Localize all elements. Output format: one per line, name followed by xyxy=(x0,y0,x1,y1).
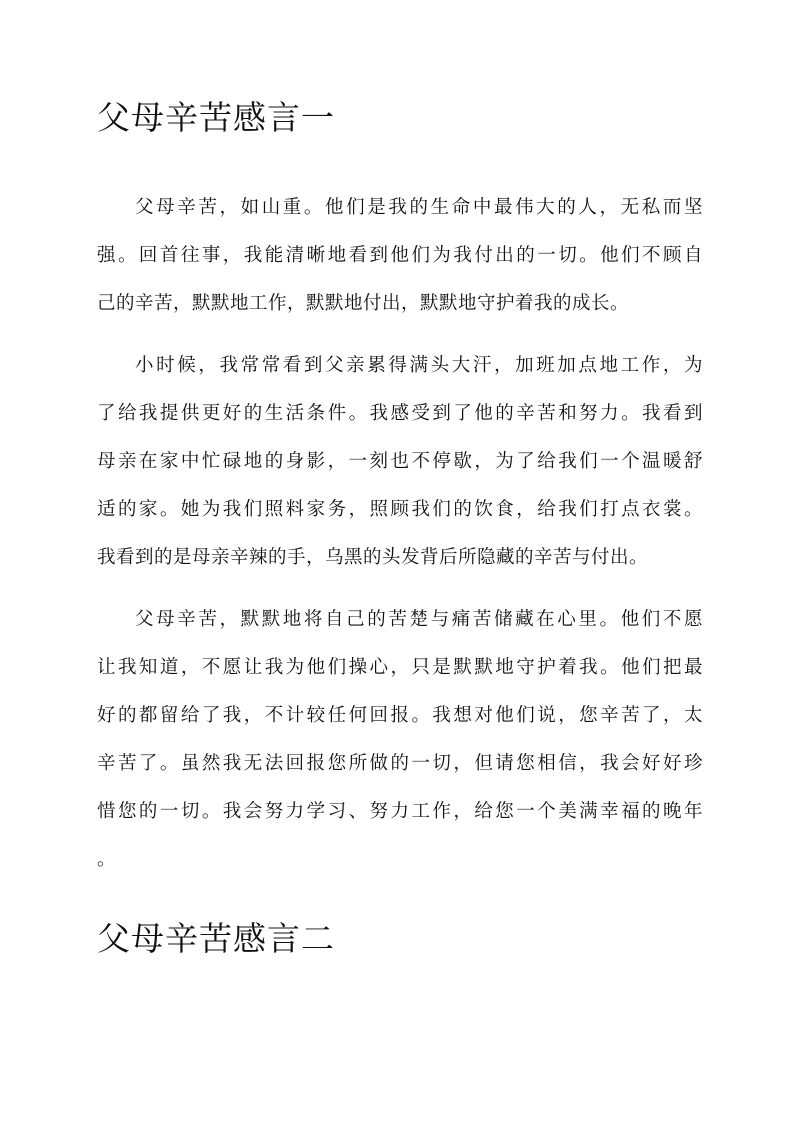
paragraph-line: 强。回首往事，我能清晰地看到他们为我付出的一切。他们不顾自 xyxy=(97,245,703,266)
paragraph-line: 了给我提供更好的生活条件。我感受到了他的辛苦和努力。我看到 xyxy=(97,403,703,424)
section-1-title: 父母辛苦感言一 xyxy=(97,98,335,137)
paragraph-line: 母亲在家中忙碌地的身影，一刻也不停歇，为了给我们一个温暖舒 xyxy=(97,451,703,472)
paragraph-line: 让我知道，不愿让我为他们操心，只是默默地守护着我。他们把最 xyxy=(97,657,703,678)
section-1-paragraph-1 xyxy=(97,184,703,328)
section-2-title: 父母辛苦感言二 xyxy=(97,919,335,958)
paragraph-line: 适的家。她为我们照料家务，照顾我们的饮食，给我们打点衣裳。 xyxy=(97,499,703,520)
paragraph-line: 。 xyxy=(97,849,117,870)
paragraph-line: 惜您的一切。我会努力学习、努力工作，给您一个美满幸福的晚年 xyxy=(97,801,703,822)
paragraph-line: 己的辛苦，默默地工作，默默地付出，默默地守护着我的成长。 xyxy=(97,293,630,314)
paragraph-line: 父母辛苦，如山重。他们是我的生命中最伟大的人，无私而坚 xyxy=(135,197,703,218)
section-1-paragraph-2 xyxy=(97,342,703,582)
paragraph-line: 辛苦了。虽然我无法回报您所做的一切，但请您相信，我会好好珍 xyxy=(97,753,703,774)
paragraph-line: 小时候，我常常看到父亲累得满头大汗，加班加点地工作，为 xyxy=(135,355,703,376)
paragraph-line: 我看到的是母亲辛辣的手，乌黑的头发背后所隐藏的辛苦与付出。 xyxy=(97,547,649,568)
section-1-paragraph-3 xyxy=(97,596,703,884)
paragraph-line: 好的都留给了我，不计较任何回报。我想对他们说，您辛苦了，太 xyxy=(97,705,703,726)
paragraph-line: 父母辛苦，默默地将自己的苦楚与痛苦储藏在心里。他们不愿 xyxy=(135,609,703,630)
